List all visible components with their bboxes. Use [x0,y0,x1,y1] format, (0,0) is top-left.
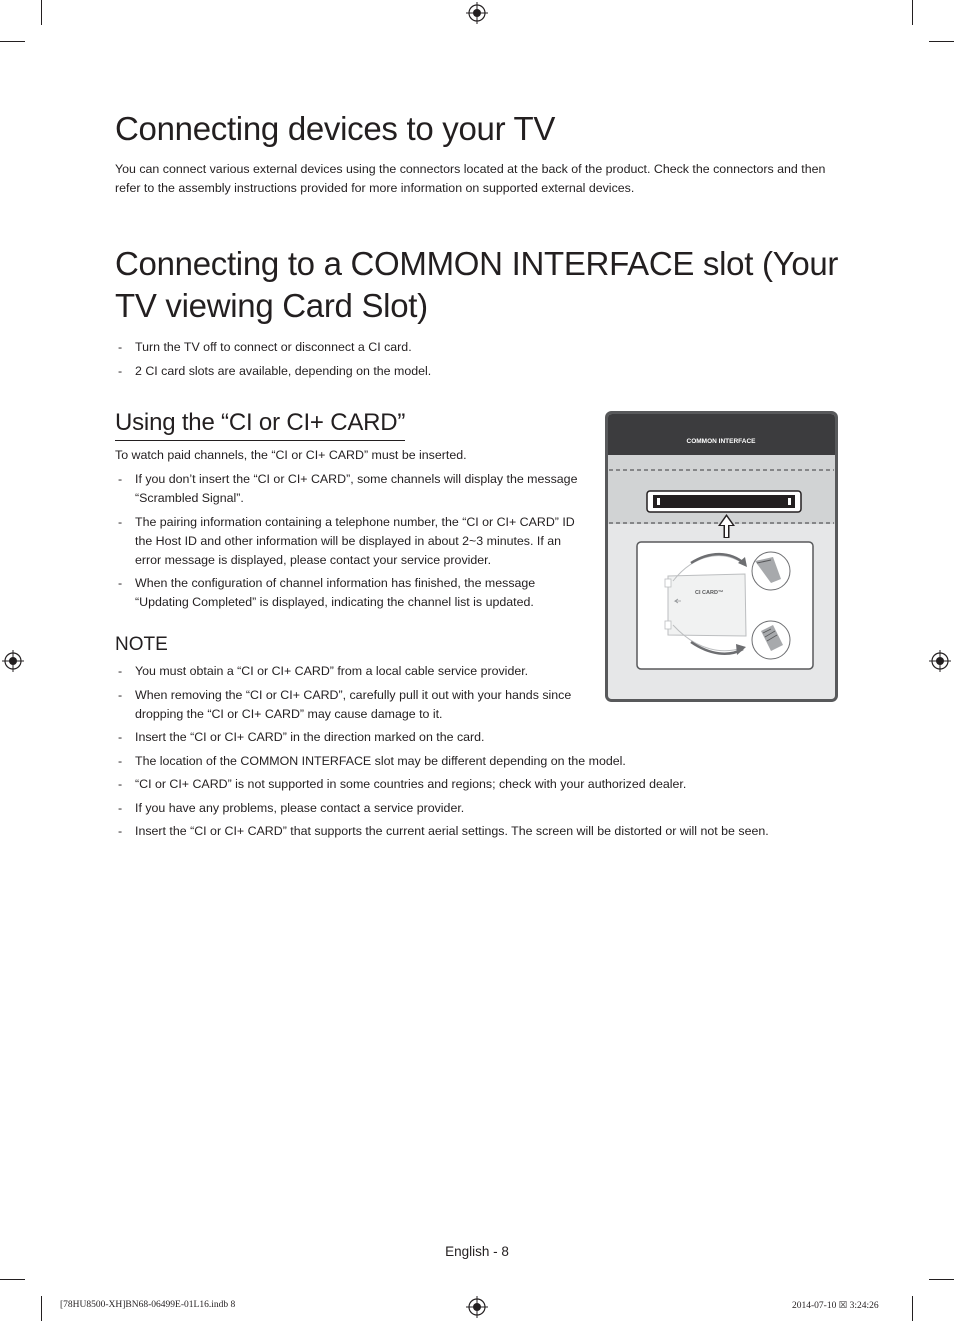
crop-mark [929,1279,954,1280]
list-item: - If you have any problems, please contact a service provider. [115,799,835,818]
subsection-title-ci-card: Using the “CI or CI+ CARD” [115,408,405,441]
figure-header [608,414,835,455]
list-item: - The location of the COMMON INTERFACE slot may be different depending on the model. [115,752,835,771]
ci-slot-notes [115,338,815,385]
list-item: - “CI or CI+ CARD” is not supported in some countries and regions; check with your authorized dealer. [115,775,835,794]
crop-mark [912,0,913,25]
page-number: English - 8 [445,1244,509,1259]
list-item: - If you don’t insert the “CI or CI+ CARD”, some channels will display the message “Scrambled Signal”. [115,470,590,508]
list-item: - When the configuration of channel information has finished, the message “Updating Completed” is displayed, indicating the channel list is updated. [115,574,590,612]
list-item: - You must obtain a “CI or CI+ CARD” from a local cable service provider. [115,662,835,681]
section-title-common-interface: Connecting to a COMMON INTERFACE slot (Your TV viewing Card Slot) [115,245,839,324]
note-heading: NOTE [115,634,168,655]
page-title: Connecting devices to your TV [115,110,556,147]
ci-card-icon [665,574,746,636]
common-interface-label: COMMON INTERFACE [686,438,756,445]
registration-mark-icon [929,650,951,672]
slot-area [608,455,835,524]
list-item: - 2 CI card slots are available, depending on the model. [115,362,815,381]
registration-mark-icon [466,2,488,24]
watch-paid-channels-text: To watch paid channels, the “CI or CI+ CARD” must be inserted. [115,448,467,462]
ci-card-label: CI CARD™ [695,590,724,596]
ci-card-notes [115,470,590,617]
crop-mark [929,41,954,42]
file-slug: [78HU8500-XH]BN68-06499E-01L16.indb 8 [60,1300,236,1310]
list-item: - When removing the “CI or CI+ CARD”, carefully pull it out with your hands since dropping the “CI or CI+ CARD” may cause damage to it. [115,686,585,724]
ci-slot-opening [653,495,795,508]
registration-mark-icon [2,650,24,672]
date-slug: 2014-07-10 ☒ 3:24:26 [792,1301,879,1311]
crop-mark [0,1279,25,1280]
intro-paragraph: You can connect various external devices using the connectors located at the back of the product. Check the connectors and then refer to the assembly instructions provided for more information on supported external devices. [115,162,826,195]
ci-card-illustration [605,411,838,702]
crop-mark [41,1296,42,1321]
list-item: - Insert the “CI or CI+ CARD” in the direction marked on the card. [115,728,835,747]
crop-mark [912,1296,913,1321]
crop-mark [41,0,42,25]
registration-mark-icon [466,1296,488,1318]
list-item: - Turn the TV off to connect or disconnect a CI card. [115,338,815,357]
crop-mark [0,41,25,42]
list-item: - The pairing information containing a telephone number, the “CI or CI+ CARD” ID the Host ID and other information will be displayed in about 2~3 minutes. If an error message is displayed, please contact your service provider. [115,513,590,570]
list-item: - Insert the “CI or CI+ CARD” that supports the current aerial settings. The screen will be distorted or will not be seen. [115,822,835,841]
